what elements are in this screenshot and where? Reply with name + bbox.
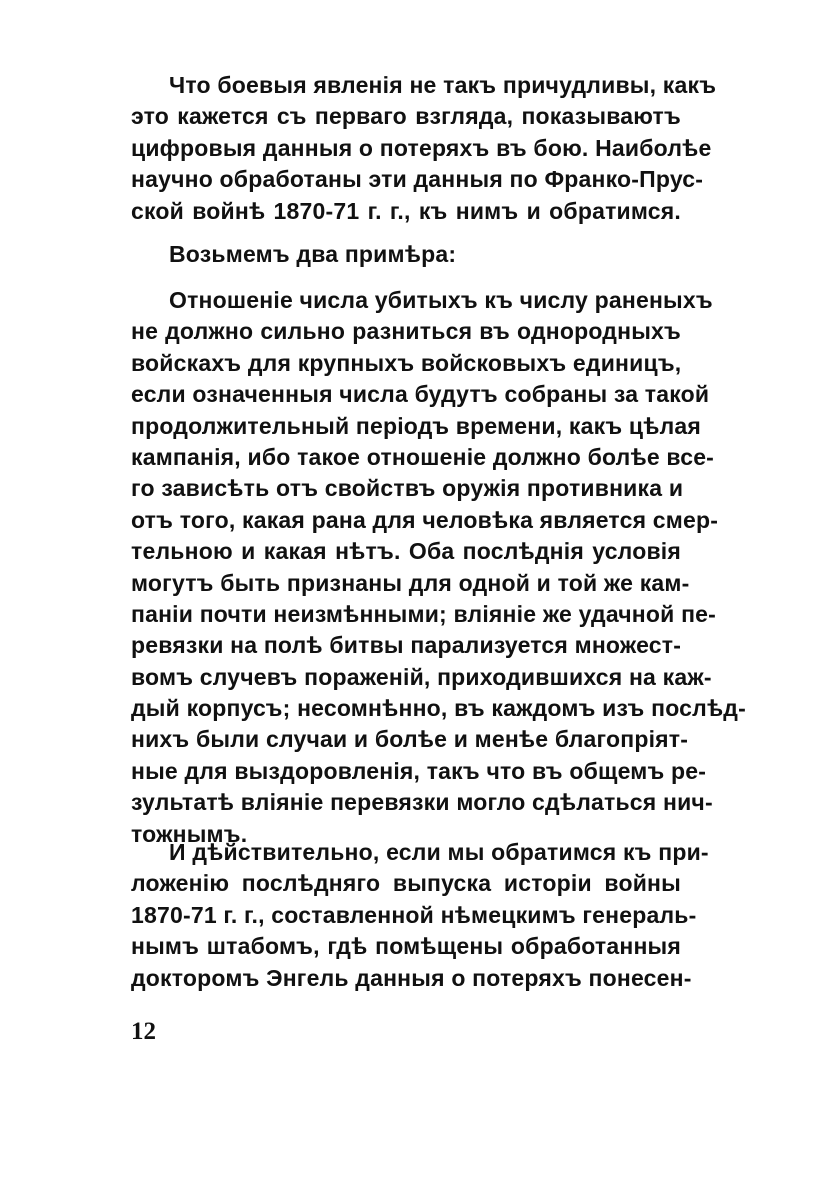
- text-line: научно обработаны эти данныя по Франко-Прус-: [131, 166, 704, 193]
- text-line: вомъ случевъ пораженій, приходившихся на каж-: [131, 663, 712, 690]
- text-line: кампанія, ибо такое отношеніе должно болѣе все-: [131, 443, 715, 470]
- text-line: нихъ были случаи и болѣе и менѣе благопріят-: [131, 726, 689, 753]
- text-line: 1870-71 г. г., составленной нѣмецкимъ генераль-: [131, 901, 697, 928]
- text-line: отъ того, какая рана для человѣка является смер-: [131, 506, 719, 533]
- text-line: войскахъ для крупныхъ войсковыхъ единицъ,: [131, 349, 682, 376]
- text-line: это кажется съ перваго взгляда, показываютъ: [131, 103, 681, 130]
- text-line: если означенныя числа будутъ собраны за такой: [131, 381, 710, 408]
- text-line: И дѣйствительно, если мы обратимся къ при-: [169, 839, 709, 865]
- text-line: Отношеніе числа убитыхъ къ числу раненыхъ: [169, 287, 713, 313]
- paragraph-3: [131, 285, 746, 850]
- paragraph-4: [131, 837, 709, 994]
- text-line: докторомъ Энгель данныя о потеряхъ понесен-: [131, 964, 692, 991]
- text-line: Что боевыя явленія не такъ причудливы, какъ: [169, 72, 717, 98]
- text-line: тельною и какая нѣтъ. Оба послѣднія условія: [131, 538, 681, 565]
- text-line: тожнымъ.: [131, 820, 248, 847]
- text-line: ложенію послѣдняго выпуска исторіи войны: [131, 870, 681, 897]
- text-line: зультатѣ вліяніе перевязки могло сдѣлаться нич-: [131, 789, 713, 816]
- text-line: дый корпусъ; несомнѣнно, въ каждомъ изъ послѣд-: [131, 695, 746, 722]
- text-line: Возьмемъ два примѣра:: [169, 241, 457, 267]
- text-line: цифровыя данныя о потеряхъ въ бою. Наиболѣе: [131, 134, 712, 161]
- text-line: продолжительный періодъ времени, какъ цѣлая: [131, 412, 701, 439]
- text-line: ные для выздоровленія, такъ что въ общемъ ре-: [131, 757, 707, 784]
- text-line: го зависѣть отъ свойствъ оружія противника и: [131, 475, 684, 502]
- text-line: ревязки на полѣ битвы парализуется множест-: [131, 632, 682, 659]
- paragraph-1: [131, 70, 717, 227]
- text-line: нымъ штабомъ, гдѣ помѣщены обработанныя: [131, 933, 681, 960]
- text-line: ской войнѣ 1870-71 г. г., къ нимъ и обратимся.: [131, 197, 681, 224]
- text-line: могутъ быть признаны для одной и той же кам-: [131, 569, 690, 596]
- text-line: не должно сильно разниться въ однородныхъ: [131, 318, 681, 345]
- text-line: паніи почти неизмѣнными; вліяніе же удачной пе-: [131, 600, 717, 627]
- page-number: 12: [131, 1018, 156, 1045]
- paragraph-2: [131, 239, 681, 270]
